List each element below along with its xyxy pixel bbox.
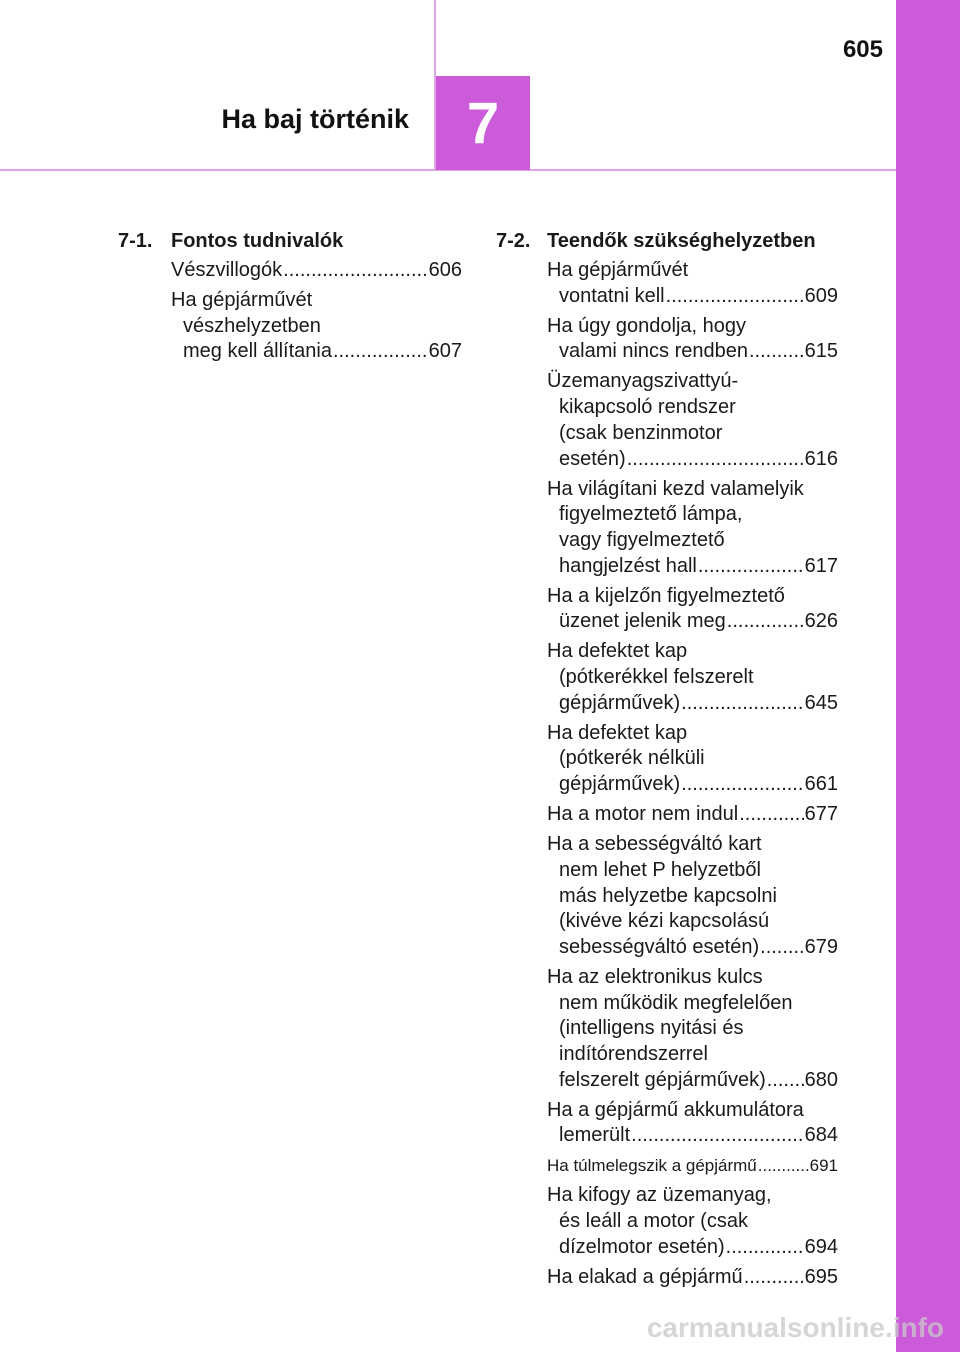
toc-entry-text: vészhelyzetben bbox=[183, 314, 321, 337]
toc-entry-line bbox=[547, 772, 838, 798]
toc-entry[interactable] bbox=[547, 1265, 838, 1291]
toc-entry-text: esetén) bbox=[559, 447, 626, 470]
toc-entry-text: figyelmeztető lámpa, bbox=[559, 503, 743, 526]
toc-entry[interactable] bbox=[547, 258, 838, 309]
toc-entry-text: (intelligens nyitási és bbox=[559, 1017, 744, 1040]
toc-entry-text: sebességváltó esetén) bbox=[559, 935, 760, 958]
toc-entry[interactable] bbox=[547, 369, 838, 472]
toc-page-number: 645 bbox=[804, 691, 838, 714]
toc-entry-text: nem működik megfelelően bbox=[559, 991, 793, 1014]
toc-entry-line bbox=[547, 1016, 838, 1042]
chapter-color-band bbox=[896, 0, 960, 1352]
toc-entry[interactable] bbox=[547, 1183, 838, 1260]
toc-entry-text: Ha a kijelzőn figyelmeztető bbox=[547, 584, 785, 607]
watermark: carmanualsonline.info bbox=[646, 1312, 944, 1343]
toc-entry-text: valami nincs rendben bbox=[559, 340, 748, 363]
toc-page-number: 617 bbox=[804, 554, 838, 577]
toc-entry-line bbox=[547, 284, 838, 310]
toc-entry-text: Üzemanyagszivattyú- bbox=[547, 370, 739, 393]
toc-entry-text: nem lehet P helyzetből bbox=[559, 858, 761, 881]
toc-entry-line bbox=[547, 691, 838, 717]
toc-entry[interactable] bbox=[547, 965, 838, 1094]
dot-leader bbox=[283, 258, 427, 284]
toc-page-number: 694 bbox=[804, 1235, 838, 1258]
toc-entry-text: (kivéve kézi kapcsolású bbox=[559, 910, 770, 933]
toc-entry-text: (pótkerékkel felszerelt bbox=[559, 666, 754, 689]
toc-entry-line bbox=[547, 1153, 838, 1179]
toc-entry-line bbox=[547, 421, 838, 447]
toc-page-number: 606 bbox=[428, 259, 462, 281]
dot-leader bbox=[726, 1235, 804, 1261]
toc-entry-text: dízelmotor esetén) bbox=[559, 1235, 725, 1258]
toc-entry[interactable] bbox=[547, 477, 838, 580]
toc-entry-text: Ha kifogy az üzemanyag, bbox=[547, 1184, 772, 1207]
toc-entry[interactable] bbox=[547, 721, 838, 798]
toc-entry-line bbox=[547, 447, 838, 473]
toc-entry-line bbox=[547, 935, 838, 961]
dot-leader bbox=[739, 802, 803, 828]
toc-entry-text: kikapcsoló rendszer bbox=[559, 396, 736, 419]
toc-entry[interactable] bbox=[547, 1098, 838, 1149]
toc-entry-line bbox=[547, 965, 838, 991]
toc-entry-line bbox=[547, 395, 838, 421]
toc-entry-line bbox=[547, 884, 838, 910]
toc-entry-list bbox=[118, 258, 462, 365]
toc-entry-text: Ha gépjárművét bbox=[547, 259, 689, 281]
toc-page-number: 609 bbox=[804, 284, 838, 307]
page-number: 605 bbox=[842, 36, 883, 63]
toc-entry-text: vagy figyelmeztető bbox=[559, 528, 725, 551]
section-heading bbox=[496, 228, 838, 258]
chapter-number-box bbox=[436, 76, 530, 170]
toc-entry-text: más helyzetbe kapcsolni bbox=[559, 884, 777, 907]
toc-entry-line bbox=[547, 339, 838, 365]
toc-entry[interactable] bbox=[547, 1153, 838, 1179]
toc-entry-line bbox=[547, 1265, 838, 1291]
toc-entry-line bbox=[547, 1123, 838, 1149]
toc-entry-line bbox=[547, 1042, 838, 1068]
dot-leader bbox=[744, 1265, 804, 1291]
toc-entry-line bbox=[171, 288, 462, 314]
toc-entry-line bbox=[547, 1098, 838, 1124]
toc-entry-line bbox=[547, 1068, 838, 1094]
toc-page-number: 661 bbox=[804, 773, 838, 796]
toc-entry-text: gépjárművek) bbox=[559, 773, 681, 796]
toc-entry-line bbox=[547, 477, 838, 503]
toc-entry-line bbox=[547, 554, 838, 580]
toc-entry-text: üzenet jelenik meg bbox=[559, 610, 726, 633]
toc-entry-text: meg kell állítania bbox=[183, 340, 332, 363]
toc-entry[interactable] bbox=[547, 802, 838, 828]
toc-entry-list bbox=[496, 258, 838, 1291]
dot-leader bbox=[681, 691, 803, 717]
dot-leader bbox=[749, 339, 804, 365]
toc-page-number: 615 bbox=[804, 340, 838, 363]
dot-leader bbox=[681, 772, 803, 798]
toc-entry-line bbox=[547, 609, 838, 635]
toc-column-left bbox=[118, 228, 462, 369]
toc-page-number: 677 bbox=[804, 803, 838, 826]
toc-entry-line bbox=[547, 858, 838, 884]
dot-leader bbox=[760, 935, 803, 961]
dot-leader bbox=[631, 1123, 803, 1149]
toc-entry-text: vontatni kell bbox=[559, 284, 665, 307]
toc-entry[interactable] bbox=[171, 258, 462, 284]
toc-entry-line bbox=[547, 802, 838, 828]
toc-entry-line bbox=[547, 528, 838, 554]
toc-entry-text: Ha úgy gondolja, hogy bbox=[547, 314, 747, 337]
dot-leader bbox=[727, 609, 804, 635]
toc-entry-line bbox=[547, 258, 838, 284]
toc-page-number: 680 bbox=[804, 1068, 838, 1091]
chapter-title: Ha baj történik bbox=[221, 104, 409, 134]
section-heading bbox=[118, 228, 462, 258]
toc-entry-text: Ha túlmelegszik a gépjármű bbox=[547, 1156, 757, 1176]
toc-page-number: 695 bbox=[804, 1265, 838, 1288]
toc-entry-text: lemerült bbox=[559, 1124, 631, 1147]
toc-entry-line bbox=[547, 1235, 838, 1261]
toc-entry[interactable] bbox=[171, 288, 462, 365]
section-number: 7-1. bbox=[118, 230, 153, 252]
toc-entry-line bbox=[547, 909, 838, 935]
toc-entry-line bbox=[547, 314, 838, 340]
toc-entry-text: Ha elakad a gépjármű bbox=[547, 1265, 743, 1288]
toc-entry-text: felszerelt gépjárművek) bbox=[559, 1068, 766, 1091]
toc-entry-line bbox=[547, 369, 838, 395]
toc-entry-line bbox=[547, 746, 838, 772]
toc-entry[interactable] bbox=[547, 832, 838, 961]
toc-entry-text: Ha gépjárművét bbox=[171, 289, 313, 311]
toc-entry[interactable] bbox=[547, 584, 838, 635]
dot-leader bbox=[698, 554, 804, 580]
toc-entry-line bbox=[547, 721, 838, 747]
dot-leader bbox=[767, 1068, 804, 1094]
toc-entry-text: Ha a sebességváltó kart bbox=[547, 833, 762, 856]
toc-page-number: 626 bbox=[804, 610, 838, 633]
toc-entry-line bbox=[547, 991, 838, 1017]
toc-entry-text: hangjelzést hall bbox=[559, 554, 697, 577]
section-title: Fontos tudnivalók bbox=[171, 230, 344, 252]
toc-page-number: 691 bbox=[809, 1156, 838, 1176]
toc-entry-text: (pótkerék nélküli bbox=[559, 747, 705, 770]
toc-page-number: 607 bbox=[428, 340, 462, 363]
toc-entry-text: (csak benzinmotor bbox=[559, 421, 723, 444]
toc-page-number: 616 bbox=[804, 447, 838, 470]
toc-entry-line bbox=[547, 639, 838, 665]
section-number: 7-2. bbox=[496, 230, 531, 252]
chapter-number: 7 bbox=[466, 90, 500, 156]
dot-leader bbox=[627, 447, 804, 473]
toc-entry-line bbox=[547, 502, 838, 528]
toc-entry-text: Vészvillogók bbox=[171, 259, 283, 281]
toc-entry-text: indítórendszerrel bbox=[559, 1043, 708, 1066]
toc-entry-text: Ha világítani kezd valamelyik bbox=[547, 477, 804, 500]
toc-entry-line bbox=[547, 832, 838, 858]
toc-entry-text: Ha a gépjármű akkumulátora bbox=[547, 1098, 804, 1121]
toc-entry-line bbox=[547, 1183, 838, 1209]
section-title: Teendők szükséghelyzetben bbox=[547, 230, 816, 252]
toc-entry-text: Ha az elektronikus kulcs bbox=[547, 965, 763, 988]
dot-leader bbox=[666, 284, 804, 310]
toc-entry-line bbox=[171, 314, 462, 340]
toc-entry-text: gépjárművek) bbox=[559, 691, 681, 714]
toc-page-number: 684 bbox=[804, 1124, 838, 1147]
toc-entry[interactable] bbox=[547, 639, 838, 716]
toc-entry[interactable] bbox=[547, 314, 838, 365]
toc-entry-text: Ha a motor nem indul bbox=[547, 803, 739, 826]
dot-leader bbox=[333, 339, 428, 365]
toc-entry-line bbox=[171, 339, 462, 365]
toc-entry-line bbox=[547, 584, 838, 610]
toc-entry-line bbox=[547, 1209, 838, 1235]
toc-entry-text: Ha defektet kap bbox=[547, 721, 688, 744]
dot-leader bbox=[758, 1153, 809, 1179]
toc-entry-text: Ha defektet kap bbox=[547, 640, 688, 663]
toc-entry-text: és leáll a motor (csak bbox=[559, 1210, 748, 1233]
toc-entry-line bbox=[547, 665, 838, 691]
toc-page-number: 679 bbox=[804, 935, 838, 958]
toc-column-right bbox=[496, 228, 838, 1295]
toc-entry-line bbox=[171, 258, 462, 284]
